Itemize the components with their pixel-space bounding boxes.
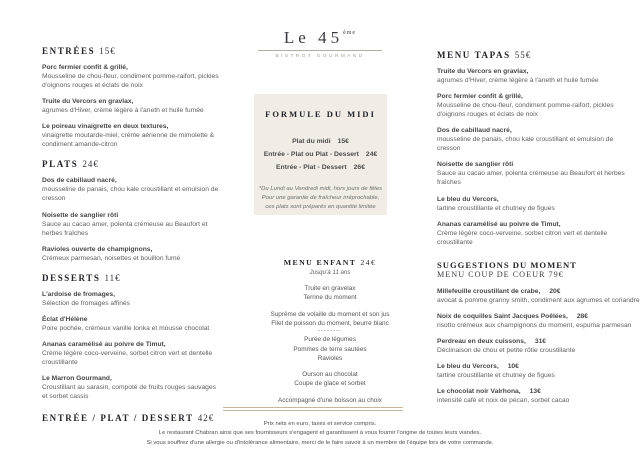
menu-item	[437, 195, 634, 213]
dish-description: risotto crémeux aux champignons du moment, espuma parmesan	[437, 321, 632, 329]
dish-description: tartine croustillante et chutney de figues	[437, 204, 555, 212]
formule-label: Entrée - Plat - Dessert	[276, 163, 347, 171]
dish-description: Crème légère coco-verveine, sorbet citron vert et dentelle croustillante	[437, 229, 608, 246]
suggestions-subtitle: MENU COUP DE COEUR 79€	[437, 269, 564, 279]
formule-price: 15€	[337, 138, 349, 145]
menu-item	[42, 374, 220, 401]
menu-item	[42, 176, 220, 203]
formule-line	[234, 136, 407, 149]
dish-name: Truite du Vercors en gravlax,	[42, 98, 134, 106]
dish-name: Ravioles ouverte de champignons,	[42, 245, 153, 253]
formule-note-line: ces plats sont préparés en quantité limitée	[265, 204, 376, 210]
menu-enfant-line: Pommes de terre sautées	[293, 345, 367, 353]
menu-enfant-group	[240, 310, 420, 364]
suggestions-heading	[437, 260, 634, 279]
menu-item	[42, 97, 220, 115]
menu-enfant-line: Terrine du moment	[303, 294, 357, 302]
brand-name	[258, 28, 382, 48]
dish-description: Sauce au cacao amer, polenta crémeuse au Beaufort et herbes fraîches	[42, 220, 208, 237]
suggestions-title: SUGGESTIONS DU MOMENT	[437, 259, 577, 270]
menu-item	[437, 67, 634, 85]
menu-enfant-line: Filet de poisson du moment, beurre blanc	[271, 319, 389, 327]
dish-name: Noisette de sanglier rôti	[437, 161, 514, 169]
dish-description: intensité café et noix de pécan, sorbet cacao	[437, 397, 570, 405]
menu-enfant-subtitle: Jusqu'à 11 ans	[309, 269, 351, 276]
menu-enfant-line: Coupe de glace et sorbet	[294, 380, 366, 388]
dish-description: Crème légère coco-verveine, sorbet citron vert et dentelle croustillante	[42, 349, 213, 367]
brand-tagline: BISTROT GOURMAND	[275, 54, 365, 59]
dish-name: Perdreau en deux cuissons,	[437, 337, 526, 345]
formule-heading: FORMULE DU MIDI	[265, 109, 376, 119]
dish-description: avocat & pomme granny smith, condiment aux agrumes et coriandre	[437, 296, 640, 304]
menu-enfant	[240, 258, 420, 412]
section-price: 11€	[104, 272, 121, 283]
menu-enfant-group	[240, 396, 420, 405]
fine-print-line: Le restaurant Chabran ainsi que ses fournisseurs s'engagent et garantissent à vous fournir l'origine de toutes leurs viandes.	[158, 430, 482, 437]
section-title: PLATS	[42, 159, 79, 170]
dish-description: Sauce au cacao amer, polenta crémeuse au Beaufort et herbes fraîches	[437, 170, 625, 187]
dish-description: Déclinaison de chou et petite rôtie croustillante	[437, 346, 576, 354]
formule-label: Plat du midi	[292, 138, 331, 145]
dish-name-row	[437, 337, 634, 346]
dish-description: vinaigrette moutarde-miel, crème aérienne de mimolette & condiment amande-citron	[42, 132, 215, 149]
dish-description: mousseline de panais, chou kale croustillant et emulsion de cresson	[437, 136, 614, 153]
dish-description: Crémeux parmesan, noisettes et bouillon fumé	[42, 254, 181, 262]
left-column	[42, 46, 220, 430]
dish-name-row	[437, 312, 634, 321]
dish-name: Millefeuille croustillant de crabe,	[437, 287, 541, 295]
menu-enfant-group	[240, 370, 420, 389]
section-price: 24€	[82, 159, 99, 170]
section-title: MENU TAPAS	[437, 50, 511, 60]
dish-description: Mousseline de chou-fleur, condiment pomme-raifort, pickles d'oignons rouges et éclats de noix	[437, 102, 614, 119]
dish-name: Dos de cabillaud nacré,	[42, 177, 117, 185]
dish-description: mousseline de panais, chou kale croustillant et emulsion de cresson	[42, 186, 219, 203]
brand-superscript: ème	[343, 30, 357, 36]
dish-name-row	[437, 387, 634, 396]
menu-item	[437, 126, 634, 153]
dish-description: tartine croustillante et chutney de figues	[437, 372, 555, 380]
dish-name: Ananas caramélisé au poivre de Timut,	[437, 220, 561, 228]
dish-name-row	[437, 362, 634, 371]
formule-label: Entrée - Plat ou Plat - Dessert	[263, 150, 359, 158]
prix-fixe-label: ENTRÉE / PLAT / DESSERT	[42, 413, 194, 424]
dish-name: Le bleu du Vercors,	[437, 363, 499, 371]
dish-price: 28€	[576, 312, 588, 320]
dish-name: Noisette de sanglier rôti	[42, 211, 119, 219]
dish-description: agrumes d'Hiver, crème légère à l'aneth et huile fumée	[437, 77, 599, 85]
dish-name: Le poireau vinaigrette en deux textures,	[42, 123, 169, 131]
suggestion-item	[437, 362, 634, 380]
dish-name: Le Marron Gourmand,	[42, 375, 112, 383]
dish-name: Dos de cabillaud nacré,	[437, 127, 512, 135]
section-title: ENTRÉES	[42, 46, 96, 56]
section-heading-tapas	[437, 50, 634, 60]
section-title: DESSERTS	[42, 272, 101, 283]
suggestion-item	[437, 337, 634, 355]
menu-enfant-line: Purée de légumes	[304, 336, 356, 344]
menu-enfant-line: Truite en gravelax	[304, 285, 356, 292]
dish-name: Le chocolat noir Valrhona,	[437, 388, 521, 396]
menu-item	[42, 290, 220, 308]
menu-item	[42, 315, 220, 333]
footer-fine-print	[0, 420, 640, 448]
section-heading-desserts	[42, 273, 220, 283]
dish-price: 20€	[549, 287, 561, 295]
dish-name: L'ardoise de fromages,	[42, 290, 115, 298]
brand-name-text: Le 45	[283, 28, 344, 47]
dish-price: 10€	[507, 363, 519, 371]
menu-enfant-line: Suprême de volaille du moment et son jus	[270, 310, 390, 318]
menu-item	[437, 160, 634, 187]
menu-enfant-heading	[240, 258, 420, 267]
dish-name: Éclat d'Hélène	[42, 315, 88, 323]
dish-name: Truite du Vercors en gravlax,	[437, 68, 529, 75]
menu-enfant-price: 24€	[360, 258, 377, 267]
dish-name: Ananas caramélisé au poivre de Timut,	[42, 340, 166, 348]
formule-du-midi-box	[254, 94, 387, 215]
dish-description: Sélection de fromages affinés	[42, 299, 130, 307]
brand-divider-line	[258, 50, 382, 51]
fine-print-line: Prix nets en euro, taxes et service compris.	[263, 421, 377, 427]
formule-price: 24€	[365, 150, 378, 158]
dish-price: 31€	[534, 337, 547, 345]
section-heading-entrees	[42, 46, 220, 56]
formule-lines	[234, 136, 407, 175]
formule-note-line: *Du Lundi au Vendredi midi, hors jours de fêtes	[258, 185, 383, 192]
section-price: 15€	[99, 46, 116, 56]
fine-print-line: Si vous souffrez d'une allergie ou d'intolérance alimentaire, merci de le faire savoir à un membre de l'équipe lors de votre commande.	[146, 439, 494, 446]
formule-note	[238, 185, 403, 212]
section-price: 55€	[514, 50, 532, 60]
menu-item	[42, 340, 220, 367]
menu-item	[42, 63, 220, 90]
suggestion-item	[437, 312, 634, 330]
menu-enfant-divider: --------	[318, 328, 342, 335]
suggestion-item	[437, 287, 640, 305]
section-heading-plats	[42, 159, 220, 169]
right-column	[437, 50, 640, 412]
dish-name: Porc fermier confit & grillé,	[437, 93, 523, 101]
dish-description: Poire pochée, crémeux vanille tonka et mousse chocolat	[42, 324, 210, 332]
brand-logo	[258, 28, 382, 59]
menu-item	[437, 220, 634, 247]
menu-enfant-line: Accompagné d'une boisson au choix	[278, 396, 382, 404]
formule-line	[234, 162, 407, 175]
menu-enfant-line: Ravioles	[317, 354, 343, 362]
dish-description: Croustillant au sarasin, compoté de fruits rouges sauvages et sorbet cassis	[42, 384, 216, 401]
dish-name: Porc fermier confit & grillé,	[42, 64, 128, 71]
dish-description: Mousseline de chou-fleur, condiment pomme-raifort, pickles d'oignons rouges et éclats de noix	[42, 73, 219, 90]
dish-price: 13€	[529, 388, 541, 396]
double-rule-divider	[223, 407, 403, 411]
menu-item	[437, 92, 634, 119]
formule-line	[234, 149, 407, 162]
dish-name: Le bleu du Vercors,	[437, 195, 499, 203]
suggestion-item	[437, 387, 634, 405]
menu-item	[42, 122, 220, 149]
menu-item	[42, 211, 220, 238]
menu-enfant-title: MENU ENFANT	[283, 258, 357, 267]
dish-name-row	[437, 287, 634, 296]
formule-price: 26€	[353, 163, 365, 171]
dish-name: Noix de coquilles Saint Jacques Poêlées,	[437, 312, 568, 320]
menu-enfant-line: Ourson au chocolat	[302, 371, 358, 379]
prix-fixe-price: 42€	[197, 413, 215, 424]
menu-item	[42, 245, 220, 263]
dish-description: agrumes d'Hiver, crème légère à l'aneth et huile fumée	[42, 107, 204, 115]
formule-note-line: Pour une garantie de fraîcheur irréprochable,	[261, 194, 380, 201]
menu-enfant-group	[240, 284, 420, 303]
